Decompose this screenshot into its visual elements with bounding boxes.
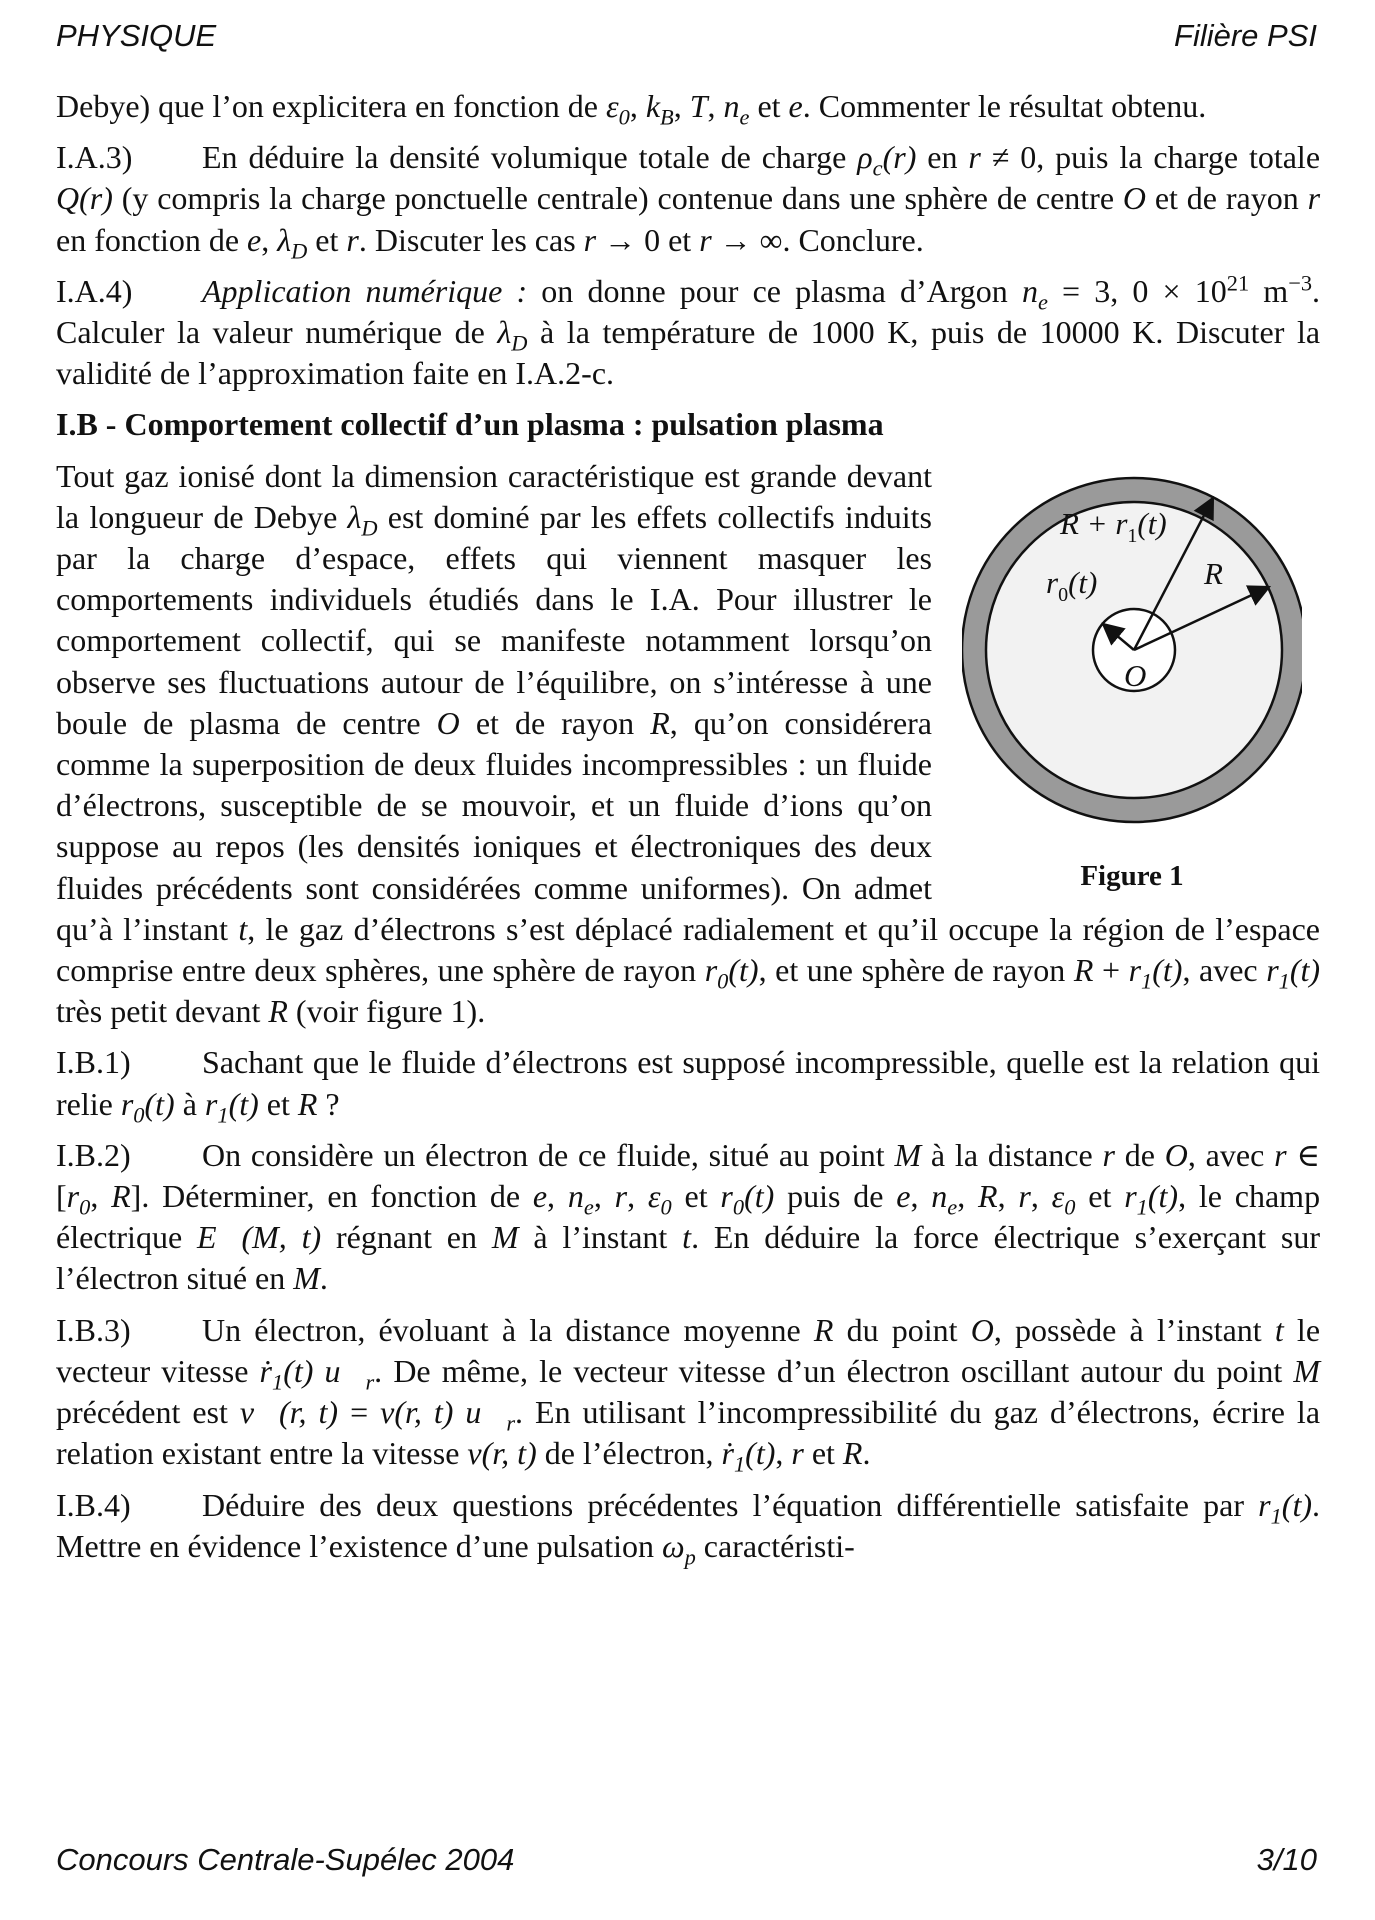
footer-page-number: 3/10: [1256, 1842, 1317, 1877]
figure-1-diagram: [962, 458, 1302, 858]
label-O: O: [1124, 657, 1147, 693]
label-outer-radius: $R + r_1(t)$: [1060, 505, 1167, 547]
question-IB3: I.B.3) Un électron, évoluant à la distance moyenne R du point O, possède à l’instant t le vecteur vitesse ṙ$_1$(t) $u⃗_r$. De même, le vecteur vitesse d’un électron oscillant autour du point M précédent est v⃗(r, t) = v(r, t) $u⃗_r$. En utilisant l’incompressibilité du gaz d’électrons, écrire la relation existant entre la vitesse v(r, t) de l’électron, ṙ$_1$(t), r et R.: [56, 1311, 1321, 1477]
question-IA4: I.A.4) Application numérique : on donne pour ce plasma d’Argon $n_e = 3$, $0 \times 10^{21}$ $m^{-3}$. Calculer la valeur numérique de $\lambda_D$ à la température de 1000 K, puis de 10000 K. Discuter la validité de l’approximation faite en I.A.2-c.: [56, 270, 1321, 392]
figure-caption: Figure 1: [1080, 859, 1184, 892]
question-label: I.B.4): [56, 1486, 131, 1523]
question-label: I.B.2): [56, 1136, 131, 1173]
label-R: R: [1204, 555, 1223, 591]
question-IB1: I.B.1) Sachant que le fluide d’électrons est supposé incompressible, quelle est la relation qui relie $r_0(t)$ à $r_1(t)$ et R ?: [56, 1044, 1320, 1128]
page-body: [56, 86, 1320, 1577]
question-IA3: I.A.3) En déduire la densité volumique totale de charge $\rho_c(r)$ en r ≠ 0, puis la charge totale Q(r) (y compris la charge ponctuelle centrale) contenue dans une sphère de centre O et de rayon r en fonction de e, $\lambda_D$ et r. Discuter les cas r → 0 et r → ∞. Conclure.: [56, 139, 1321, 263]
question-label: I.B.3): [56, 1311, 131, 1348]
footer-contest: Concours Centrale-Supélec 2004: [56, 1842, 515, 1877]
header-track: Filière PSI: [1174, 18, 1317, 53]
intro-IB: $R + r_1(t)$ $r_0(t)$ R O Figure 1 Tout gaz ionisé dont la dimension caractéristique est grande devant la longueur de Debye $\lambda_D$ est dominé par les effets collectifs induits par la charge d’espace, effets qui viennent masquer les comportements individuels étudiés dans le I.A. Pour illustrer le comportement collectif, qui se manifeste notamment lorsqu’on observe ses fluctuations autour de l’équilibre, on s’intéresse à une boule de plasma de centre O et de rayon R, qu’on considérera comme la superposition de deux fluides incompressibles : un fluide d’électrons, susceptible de se mouvoir, et un fluide d’ions qu’on suppose au repos (les densités ioniques et électroniques des deux fluides précédents sont considérées comme uniformes). On admet qu’à l’instant t, le gaz d’électrons s’est déplacé radialement et qu’il occupe la région de l’espace comprise entre deux sphères, une sphère de rayon $r_0(t)$, et une sphère de rayon $R + r_1(t)$, avec $r_1(t)$ très petit devant R (voir figure 1).: [56, 457, 1321, 1030]
figure-1: [962, 458, 1302, 908]
question-label: I.A.4): [56, 272, 133, 309]
question-label: I.A.3): [56, 139, 133, 176]
question-IB2: I.B.2) On considère un électron de ce fluide, situé au point M à la distance r de O, avec r ∈ [$r_0$, R]. Déterminer, en fonction de e, $n_e$, r, $\varepsilon_0$ et $r_0(t)$ puis de e, $n_e$, R, r, $\varepsilon_0$ et $r_1(t)$, le champ électrique E⃗(M, t) régnant en M à l’instant t. En déduire la force électrique s’exerçant sur l’électron situé en M.: [56, 1136, 1321, 1297]
question-IB4: I.B.4) Déduire des deux questions précédentes l’équation différentielle satisfaite par $r_1(t)$. Mettre en évidence l’existence d’une pulsation $\omega_p$ caractéristi-: [56, 1486, 1320, 1570]
label-r0: $r_0(t)$: [1046, 564, 1098, 606]
section-title-IB: I.B - Comportement collectif d’un plasma : pulsation plasma: [56, 406, 884, 443]
question-label: I.B.1): [56, 1044, 131, 1081]
para-debye-continuation: Debye) que l’on explicitera en fonction de $\varepsilon_0$, $k_B$, T, $n_e$ et e. Commenter le résultat obtenu.: [56, 88, 1207, 130]
header-subject: PHYSIQUE: [56, 18, 217, 53]
